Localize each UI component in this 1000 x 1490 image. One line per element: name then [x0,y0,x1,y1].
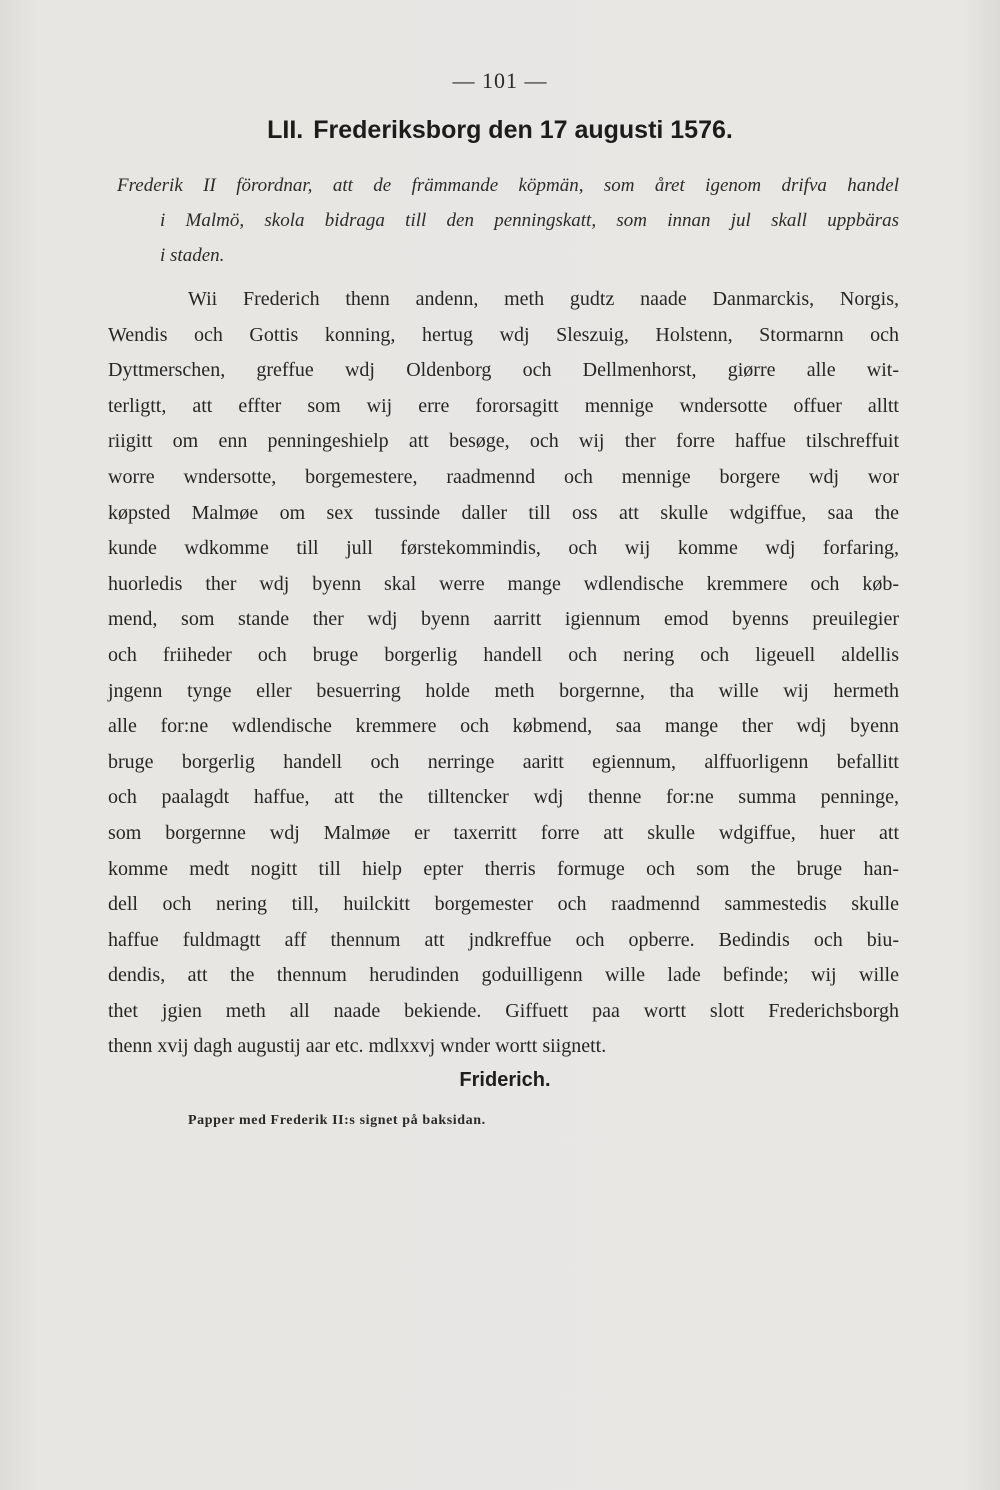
body-line: Wendis och Gottis konning, hertug wdj Sleszuig, Holstenn, Stormarnn och [108,323,899,346]
body-line: huorledis ther wdj byenn skal werre mange wdlendische kremmere och køb- [108,572,899,595]
body-line: som borgernne wdj Malmøe er taxerritt forre att skulle wdgiffue, huer att [108,821,899,844]
document-summary [117,168,899,273]
body-line: haffue fuldmagtt aff thennum att jndkreffue och opberre. Bedindis och biu- [108,928,899,951]
body-line: och paalagdt haffue, att the tilltencker wdj thenne for:ne summa penninge, [108,786,899,809]
summary-line: i Malmö, skola bidraga till den penningskatt, som innan jul skall uppbäras [160,210,899,231]
page-number: — 101 — [452,68,548,93]
document-title: Frederiksborg den 17 augusti 1576. [313,116,733,144]
body-line: och friiheder och bruge borgerlig handell och nering och ligeuell aldellis [108,643,899,666]
body-line: Wii Frederich thenn andenn, meth gudtz naade Danmarckis, Norgis, [188,288,899,310]
body-line: dell och nering till, huilckitt borgemester och raadmennd sammestedis skulle [108,893,899,916]
body-line: thenn xvij dagh augustij aar etc. mdlxxvj wnder wortt siignett. [108,1035,607,1058]
body-line: bruge borgerlig handell och nerringe aaritt egiennum, alffuorligenn befallitt [108,750,899,773]
body-line: Dyttmerschen, greffue wdj Oldenborg och Dellmenhorst, giørre alle wit- [108,359,899,382]
signature: Friderich. [459,1069,551,1091]
body-line: dendis, att the thennum herudinden goduilligenn wille lade befinde; wij wille [108,964,899,987]
body-line: worre wndersotte, borgemestere, raadmennd och mennige borgere wdj wor [108,465,899,488]
body-line: komme medt nogitt till hielp epter therris formuge och som the bruge han- [108,857,899,880]
body-line: terligtt, att effter som wij erre fororsagitt mennige wndersotte offuer alltt [108,394,899,417]
body-line: riigitt om enn penningeshielp att besøge, och wij ther forre haffue tilschreffuit [108,430,899,453]
source-note: Papper med Frederik II:s signet på baksidan. [188,1113,486,1128]
body-line: jngenn tynge eller besuerring holde meth borgernne, tha wille wij hermeth [108,679,899,702]
summary-line: i staden. [160,245,225,266]
document-number: LII. [267,116,304,144]
document-body [108,282,899,1065]
document-heading [0,116,1000,145]
body-line: alle for:ne wdlendische kremmere och købmend, saa mange ther wdj byenn [108,715,899,738]
body-line: thet jgien meth all naade bekiende. Giffuett paa wortt slott Frederichsborgh [108,999,899,1022]
body-line: køpsted Malmøe om sex tussinde daller till oss att skulle wdgiffue, saa the [108,501,899,524]
body-line: kunde wdkomme till jull førstekommindis, och wij komme wdj forfaring, [108,537,899,560]
body-line: mend, som stande ther wdj byenn aarritt igiennum emod byenns preuilegier [108,608,899,631]
summary-line: Frederik II förordnar, att de främmande köpmän, som året igenom drifva handel [117,175,899,196]
